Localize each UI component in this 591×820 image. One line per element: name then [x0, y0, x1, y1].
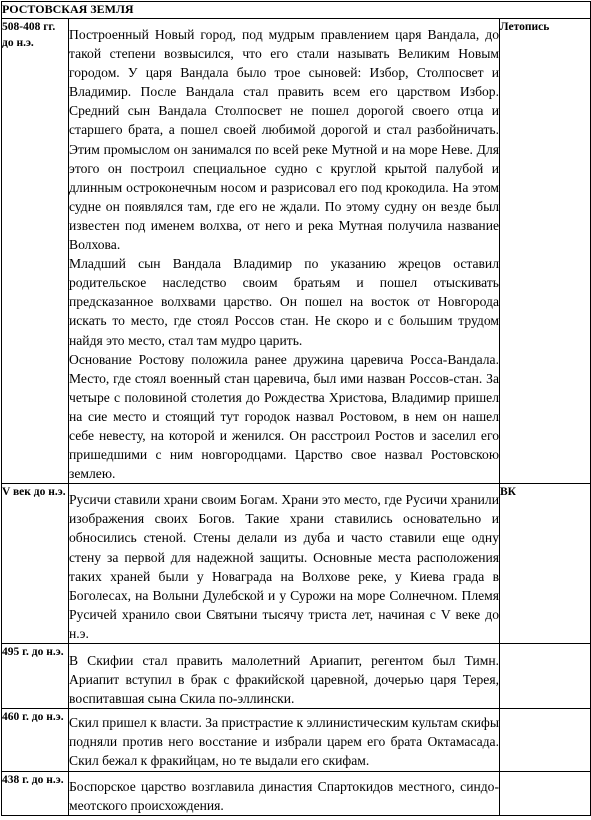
paragraph: Русичи ставили храни своим Богам. Храни это место, где Русичи хранили изображения своих Богов. Такие храни ставились основательно и обносились стеной. Стены делали из дуба и часто ставили еще одну стену за первой для надежной защиты. Основные места расположения таких храней были у Новаграда на Волхове реке, у Киева града в Боголесах, на Волыни Дулебской и у Сурожи на море Солнечном. Племя Русичей хранило свои Святыни тысячу триста лет, начиная с V веке до н.э. — [69, 492, 499, 641]
paragraph: Скил пришел к власти. За пристрастие к эллинистическим культам скифы подняли против него восстание и избрали царем его брата Октамасада. Скил бежал к фракийцам, но те выдали его скифам. — [69, 715, 499, 769]
table-row — [2, 19, 591, 484]
text-cell — [69, 709, 500, 771]
text-cell — [69, 484, 500, 644]
date-cell: 460 г. до н.э. — [2, 709, 69, 771]
paragraph: Построенный Новый город, под мудрым правлением царя Вандала, до такой степени возвысился, что его стали называть Великим Новым городом. У царя Вандала было трое сыновей: Избор, Столпосвет и Владимир. После Вандала стал править всем его царством Избор. Средний сын Вандала Столпосвет не пошел дорогой своего отца и старшего брата, а пошел своей любимой дорогой и стал разбойничать. Этим промыслом он занимался по всей реке Мутной и на море Неве. Для этого он построил специальное судно с круглой крытой палубой и длинным остроконечным носом и разрисовал его под крокодила. На этом судне он появлялся там, где его не ждали. По этому судну он везде был известен под именем волхва, от него и река Мутная получила название Волхова. — [69, 27, 499, 253]
chronology-table — [1, 1, 591, 816]
table-row — [2, 709, 591, 771]
text-cell — [69, 19, 500, 484]
table-row — [2, 771, 591, 815]
paragraph: В Скифии стал править малолетний Ариапит, регентом был Тимн. Ариапит вступил в брак с фракийской царевной, дочерью царя Терея, воспитавшая сына Скила по-эллински. — [69, 653, 499, 707]
source-cell — [500, 709, 591, 771]
table-title: РОСТОВСКАЯ ЗЕМЛЯ — [2, 2, 591, 19]
source-cell — [500, 644, 591, 709]
date-cell: 495 г. до н.э. — [2, 644, 69, 709]
text-cell — [69, 644, 500, 709]
table-header-row — [2, 2, 591, 19]
paragraph: Младший сын Вандала Владимир по указанию жрецов оставил родительское наследство своим братьям и пошел отыскивать предсказанное волхвами царство. Он пошел на восток от Новгорода искать то место, где стоял Россов стан. Не скоро и с большим трудом найдя это место, стал там мудро царить. — [69, 256, 499, 348]
source-cell: ВК — [500, 484, 591, 644]
source-cell: Летопись — [500, 19, 591, 484]
paragraph: Боспорское царство возглавила династия Спартокидов местного, синдо-меотского происхождения. — [69, 778, 499, 813]
paragraph: Основание Ростову положила ранее дружина царевича Росса-Вандала. Место, где стоял военный стан царевича, был ими назван Россов-стан. За четыре с половиной столетия до Рождества Христова, Владимир пришел на сие место и стоящий тут городок назвал Ростовом, в нем он нашел себе невесту, на которой и женился. Он расстроил Ростов и заселил его пришедшими с ним новгородцами. Царство свое назвал Ростовскою землею. — [69, 351, 499, 482]
table-row — [2, 644, 591, 709]
date-cell: V век до н.э. — [2, 484, 69, 644]
date-cell: 438 г. до н.э. — [2, 771, 69, 815]
text-cell — [69, 771, 500, 815]
table-row — [2, 484, 591, 644]
date-cell: 508-408 гг. до н.э. — [2, 19, 69, 484]
source-cell — [500, 771, 591, 815]
